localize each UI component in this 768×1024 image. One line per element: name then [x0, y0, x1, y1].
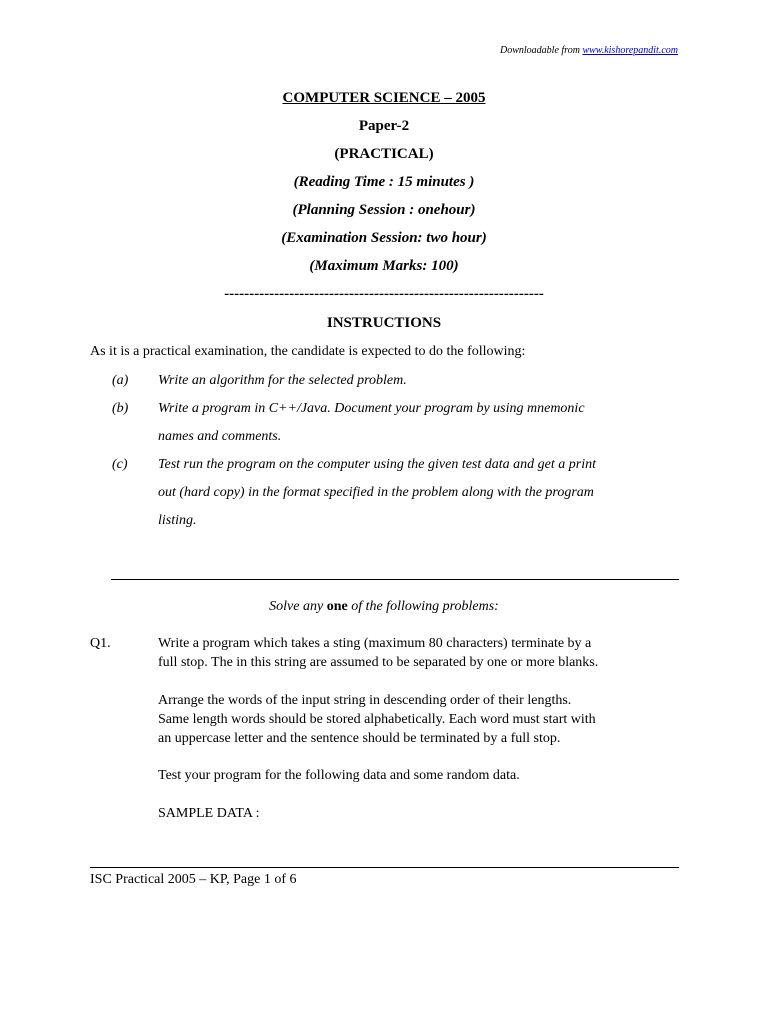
question-label: Q1.: [90, 636, 111, 651]
sample-data-label: SAMPLE DATA :: [158, 806, 260, 821]
download-link[interactable]: www.kishorepandit.com: [582, 45, 678, 56]
instruction-c-line-2: out (hard copy) in the format specified in the problem along with the program: [158, 485, 594, 500]
question-line-2: full stop. The in this string are assumed to be separated by one or more blanks.: [158, 655, 599, 670]
download-note: [500, 45, 678, 56]
reading-time: (Reading Time : 15 minutes ): [293, 174, 475, 190]
instructions-intro: As it is a practical examination, the candidate is expected to do the following:: [90, 344, 526, 359]
instruction-c-line-1: Test run the program on the computer using the given test data and get a print: [158, 457, 596, 472]
instruction-c-line-3: listing.: [158, 513, 197, 528]
instruction-b-line-2: names and comments.: [158, 429, 282, 444]
maximum-marks: (Maximum Marks: 100): [309, 258, 459, 274]
instruction-b-line-1: Write a program in C++/Java. Document your program by using mnemonic: [158, 401, 585, 416]
solve-instruction: [0, 599, 768, 615]
page-footer: ISC Practical 2005 – KP, Page 1 of 6: [90, 872, 297, 887]
exam-type: (PRACTICAL): [334, 146, 434, 162]
examination-session: (Examination Session: two hour): [281, 230, 487, 246]
question-line-3: Arrange the words of the input string in descending order of their lengths.: [158, 693, 572, 708]
solve-suffix: of the following problems:: [347, 599, 499, 614]
download-prefix: Downloadable from: [500, 45, 583, 56]
instruction-a-line-1: Write an algorithm for the selected problem.: [158, 373, 407, 388]
instruction-label-a: (a): [112, 373, 129, 388]
solve-prefix: Solve any: [269, 599, 327, 614]
instruction-label-b: (b): [112, 401, 129, 416]
paper-number: Paper-2: [358, 118, 410, 134]
solve-emphasis: one: [326, 599, 348, 614]
instructions-heading: INSTRUCTIONS: [326, 315, 442, 331]
question-line-4: Same length words should be stored alphabetically. Each word must start with: [158, 712, 596, 727]
document-title: COMPUTER SCIENCE – 2005: [282, 90, 486, 106]
instruction-label-c: (c): [112, 457, 128, 472]
footer-rule: [90, 867, 679, 868]
planning-session: (Planning Session : onehour): [292, 202, 476, 218]
top-horizontal-rule: [111, 579, 679, 580]
question-line-1: Write a program which takes a sting (maximum 80 characters) terminate by a: [158, 636, 592, 651]
question-line-5: an uppercase letter and the sentence should be terminated by a full stop.: [158, 731, 561, 746]
question-line-6: Test your program for the following data and some random data.: [158, 768, 520, 783]
dashed-separator: ----------------------------------------------------------------: [224, 286, 544, 302]
